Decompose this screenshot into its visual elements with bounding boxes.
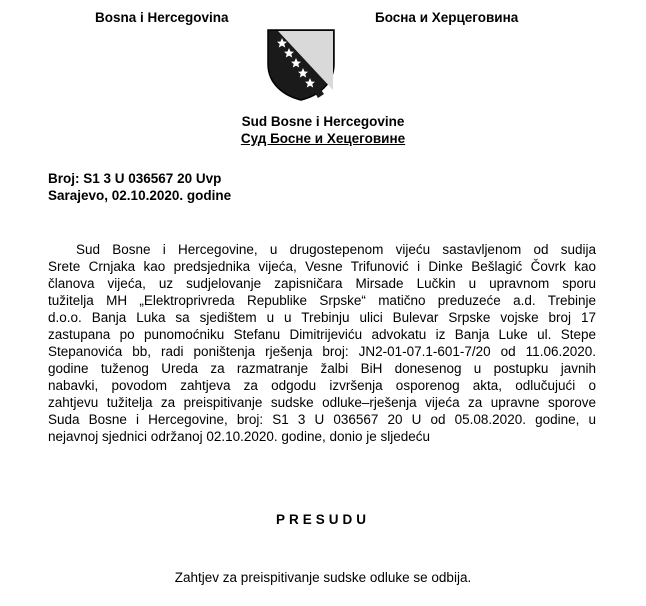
body-line: godine tuženog Ureda za razmatranje žalbi BiH donesenog u postupku javnih [48, 361, 596, 376]
body-line: nabavki, povodom zahtjeva za odgodu izvršenja osporenog akta, odlučujući o [48, 378, 596, 393]
court-name-cyrillic-text: Суд Босне и Хецеговине [240, 131, 406, 146]
country-name-cyrillic: Босна и Херцеговина [375, 10, 519, 25]
body-paragraph [48, 241, 596, 445]
verdict-title: PRESUDU [275, 512, 370, 527]
body-line: Stepanovića bb, radi poništenja rješenja broj: JN2-01-07.1-601-7/20 od 11.06.2020. [48, 344, 596, 359]
body-line: d.o.o. Banja Luka sa sjedištem u u Trebinju ulici Bulevar Srpske vojske broj 17 [48, 310, 596, 325]
body-line: tužitelja MH „Elektroprivreda Republike Srpske“ matično preduzeće a.d. Trebinje [48, 293, 596, 308]
verdict-decision: Zahtjev za preispitivanje sudske odluke se odbija. [174, 570, 472, 585]
case-number: Broj: S1 3 U 036567 20 Uvp [48, 171, 222, 186]
place-date: Sarajevo, 02.10.2020. godine [48, 188, 232, 203]
body-line: Sud Bosne i Hercegovine, u drugostepenom vijeću sastavljenom od sudija [76, 242, 596, 257]
body-line: nejavnoj sjednici održanoj 02.10.2020. godine, donio je sljedeću [48, 429, 431, 444]
body-line: članova vijeća, uz sudjelovanje zapisničara Mirsade Lučkin u upravnom sporu [48, 276, 596, 291]
court-name-cyrillic [0, 131, 646, 146]
body-line: zahtjevu tužitelja za preispitivanje sudske odluke–rješenja vijeća za upravne sporove [48, 395, 596, 410]
coat-of-arms-icon [266, 28, 336, 102]
country-name-latin: Bosna i Hercegovina [95, 10, 229, 25]
body-line: Srete Crnjaka kao predsjednika vijeća, Vesne Trifunović i Dinke Bešlagić Čovrk kao [48, 259, 596, 274]
body-line: Suda Bosne i Hercegovine, broj: S1 3 U 036567 20 U od 05.08.2020. godine, u [48, 412, 596, 427]
body-line: zastupana po punomoćniku Stefanu Dimitrijeviću advokatu iz Banja Luke ul. Stepe [48, 327, 596, 342]
court-name-latin: Sud Bosne i Hercegovine [241, 114, 405, 129]
